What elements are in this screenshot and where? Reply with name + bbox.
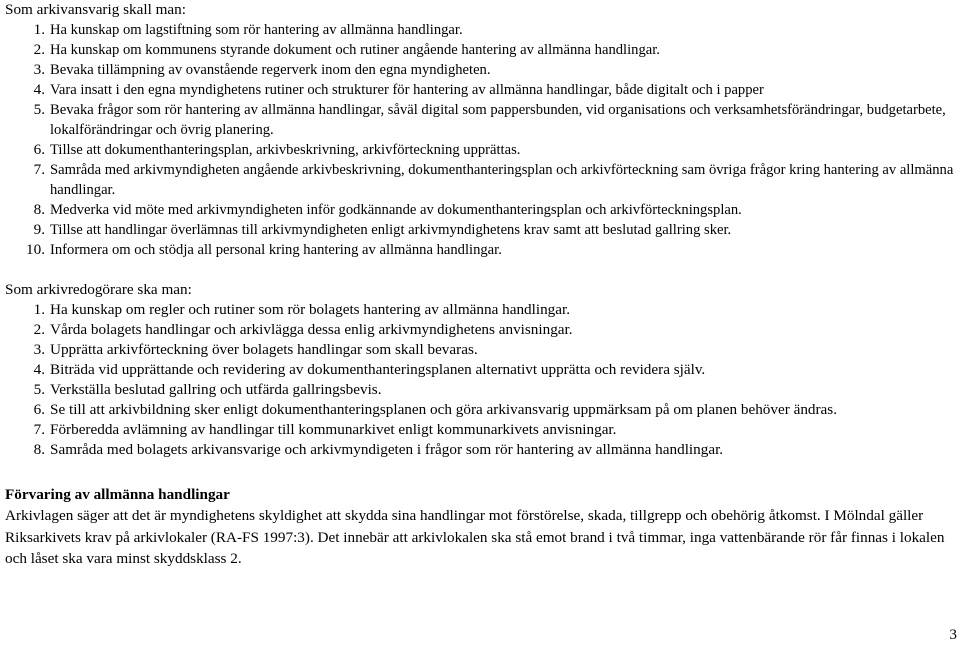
document-page xyxy=(5,0,955,570)
list-item-text: Biträda vid upprättande och revidering av dokumenthanteringsplanen alternativt upprätta och revidera själv. xyxy=(50,361,706,378)
list-item-text: Verkställa beslutad gallring och utfärda gallringsbevis. xyxy=(50,381,382,398)
list-item-text: Medverka vid möte med arkivmyndigheten inför godkännande av dokumenthanteringsplan och arkivförteckningsplan. xyxy=(50,202,742,218)
list-item-number: 10. xyxy=(26,241,45,258)
list-item-text: Bevaka frågor som rör hantering av allmänna handlingar, såväl digital som pappersbunden, vid organisations och verksamhetsförändringar, budgetarbete, lokalförändringar och övrig planering. xyxy=(50,102,946,138)
list-item xyxy=(5,340,955,360)
list-item xyxy=(5,360,955,380)
list-item xyxy=(5,240,955,260)
page-number: 3 xyxy=(949,626,957,643)
list-item-number: 2. xyxy=(33,41,45,58)
list-item-number: 6. xyxy=(33,401,45,418)
archive-manager-list xyxy=(5,20,955,260)
list-item-text: Samråda med bolagets arkivansvarige och arkivmyndigeten i frågor som rör hantering av allmänna handlingar. xyxy=(50,441,724,458)
list-item-number: 8. xyxy=(33,441,45,458)
list-item xyxy=(5,440,955,460)
list-item-text: Informera om och stödja all personal kring hantering av allmänna handlingar. xyxy=(50,242,502,258)
archive-clerk-title: Som arkivredogörare ska man: xyxy=(5,281,192,298)
list-item-text: Bevaka tillämpning av ovanstående regerverk inom den egna myndigheten. xyxy=(50,62,491,78)
list-item-number: 7. xyxy=(33,161,45,178)
list-item-text: Samråda med arkivmyndigheten angående arkivbeskrivning, dokumenthanteringsplan och arkivförteckning sam övriga frågor kring hantering av allmänna handlingar. xyxy=(50,162,954,198)
list-item-text: Upprätta arkivförteckning över bolagets handlingar som skall bevaras. xyxy=(50,341,478,358)
list-item-number: 4. xyxy=(33,361,45,378)
list-item xyxy=(5,60,955,80)
list-item-text: Ha kunskap om lagstiftning som rör hantering av allmänna handlingar. xyxy=(50,22,463,38)
list-item xyxy=(5,140,955,160)
list-item-text: Tillse att handlingar överlämnas till arkivmyndigheten enligt arkivmyndighetens krav samt att beslutad gallring sker. xyxy=(50,222,732,238)
list-item xyxy=(5,220,955,240)
archive-clerk-list xyxy=(5,300,955,460)
list-item-number: 5. xyxy=(33,381,45,398)
list-item-number: 6. xyxy=(33,141,45,158)
spacer xyxy=(5,460,955,480)
list-item xyxy=(5,200,955,220)
list-item xyxy=(5,300,955,320)
list-item-number: 4. xyxy=(33,81,45,98)
list-item xyxy=(5,160,955,200)
list-item-text: Ha kunskap om kommunens styrande dokument och rutiner angående hantering av allmänna handlingar. xyxy=(50,42,660,58)
list-item-text: Vårda bolagets handlingar och arkivlägga dessa enlig arkivmyndighetens anvisningar. xyxy=(50,321,573,338)
list-item-text: Förberedda avlämning av handlingar till kommunarkivet enligt kommunarkivets anvisningar. xyxy=(50,421,617,438)
list-item-text: Ha kunskap om regler och rutiner som rör bolagets hantering av allmänna handlingar. xyxy=(50,301,571,318)
list-item-number: 2. xyxy=(33,321,45,338)
list-item-number: 9. xyxy=(33,221,45,238)
list-item-number: 7. xyxy=(33,421,45,438)
list-item xyxy=(5,320,955,340)
list-item xyxy=(5,100,955,140)
list-item-number: 1. xyxy=(33,21,45,38)
list-item xyxy=(5,40,955,60)
archive-manager-title: Som arkivansvarig skall man: xyxy=(5,1,186,18)
spacer xyxy=(5,260,955,280)
storage-heading: Förvaring av allmänna handlingar xyxy=(5,486,230,503)
list-item-text: Tillse att dokumenthanteringsplan, arkivbeskrivning, arkivförteckning upprättas. xyxy=(50,142,521,158)
list-item-text: Vara insatt i den egna myndighetens rutiner och strukturer för hantering av allmänna handlingar, både digitalt och i papper xyxy=(50,82,764,98)
list-item xyxy=(5,420,955,440)
list-item-number: 5. xyxy=(33,101,45,118)
list-item xyxy=(5,380,955,400)
list-item-text: Se till att arkivbildning sker enligt dokumenthanteringsplanen och göra arkivansvarig uppmärksam på om planen behöver ändras. xyxy=(50,401,838,418)
list-item-number: 3. xyxy=(33,61,45,78)
list-item-number: 3. xyxy=(33,341,45,358)
list-item xyxy=(5,20,955,40)
list-item xyxy=(5,80,955,100)
list-item xyxy=(5,400,955,420)
list-item-number: 8. xyxy=(33,201,45,218)
storage-paragraph: Arkivlagen säger att det är myndighetens skyldighet att skydda sina handlingar mot förstörelse, skada, tillgrepp och obehörig åtkomst. I Mölndal gäller Riksarkivets krav på arkivlokaler (RA-FS 1997:3). Det innebär att arkivlokalen ska stå emot brand i två timmar, inga vattenbärande rör får finnas i lokalen och låset ska vara minst skyddsklass 2. xyxy=(5,507,945,567)
list-item-number: 1. xyxy=(33,301,45,318)
